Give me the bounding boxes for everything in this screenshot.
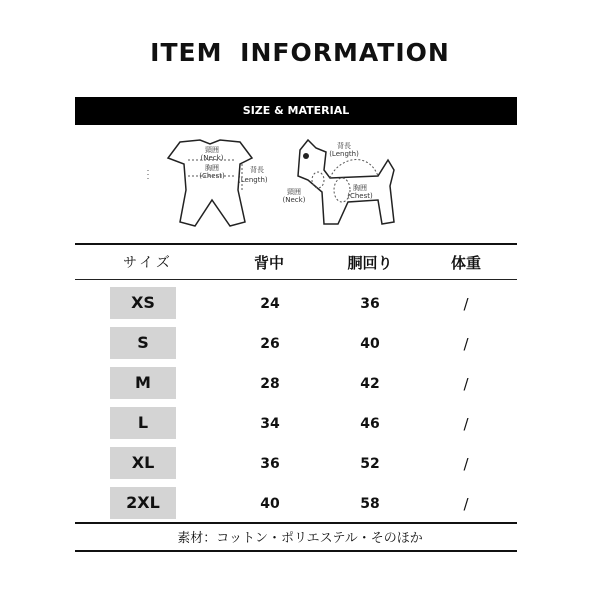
weight-cell: / xyxy=(463,295,469,313)
dog-length-label: 背長 xyxy=(337,142,351,150)
waist-cell: 40 xyxy=(360,336,380,352)
weight-cell: / xyxy=(463,415,469,433)
weight-cell: / xyxy=(463,495,469,513)
header-size: サイズ xyxy=(123,255,173,271)
material-bottom-rule xyxy=(75,550,517,552)
neck-label: 頸囲 xyxy=(205,146,219,154)
dog-chest-label: 胸囲 xyxy=(353,184,367,192)
weight-cell: / xyxy=(463,455,469,473)
back-cell: 34 xyxy=(260,416,280,432)
dog-diagram xyxy=(278,130,428,235)
dog-neck-label: 頸囲 xyxy=(287,188,301,196)
dog-chest-en-label: (Chest) xyxy=(347,192,373,200)
header-weight: 体重 xyxy=(450,254,481,272)
size-cell: S xyxy=(110,327,176,359)
waist-cell: 42 xyxy=(360,376,380,392)
back-cell: 28 xyxy=(260,376,280,392)
garment-diagram xyxy=(140,130,290,235)
size-cell: XS xyxy=(110,287,176,319)
dog-length-en-label: (Length) xyxy=(329,150,359,158)
size-cell: L xyxy=(110,407,176,439)
section-bar: SIZE & MATERIAL xyxy=(75,97,517,125)
back-cell: 36 xyxy=(260,456,280,472)
waist-cell: 52 xyxy=(360,456,380,472)
waist-cell: 36 xyxy=(360,296,380,312)
table-top-rule xyxy=(75,243,517,245)
waist-cell: 46 xyxy=(360,416,380,432)
back-cell: 24 xyxy=(260,296,280,312)
header-waist: 胴回り xyxy=(347,254,393,272)
chest-en-label: (Chest) xyxy=(199,172,225,180)
weight-cell: / xyxy=(463,375,469,393)
header-back: 背中 xyxy=(253,254,284,272)
material-top-rule xyxy=(75,522,517,524)
page-title: ITEM INFORMATION xyxy=(150,38,450,67)
neck-en-label: (Neck) xyxy=(200,154,224,162)
back-cell: 26 xyxy=(260,336,280,352)
back-cell: 40 xyxy=(260,496,280,512)
length-en-label: (Length) xyxy=(238,176,268,184)
size-cell: 2XL xyxy=(110,487,176,519)
waist-cell: 58 xyxy=(360,496,380,512)
dog-neck-en-label: (Neck) xyxy=(282,196,306,204)
weight-cell: / xyxy=(463,335,469,353)
chest-label: 胸囲 xyxy=(205,164,219,172)
material-text: 素材：コットン・ポリエステル・そのほか xyxy=(177,531,423,546)
length-label: 背長 xyxy=(250,166,264,174)
size-cell: XL xyxy=(110,447,176,479)
size-cell: M xyxy=(110,367,176,399)
header-rule xyxy=(75,279,517,280)
